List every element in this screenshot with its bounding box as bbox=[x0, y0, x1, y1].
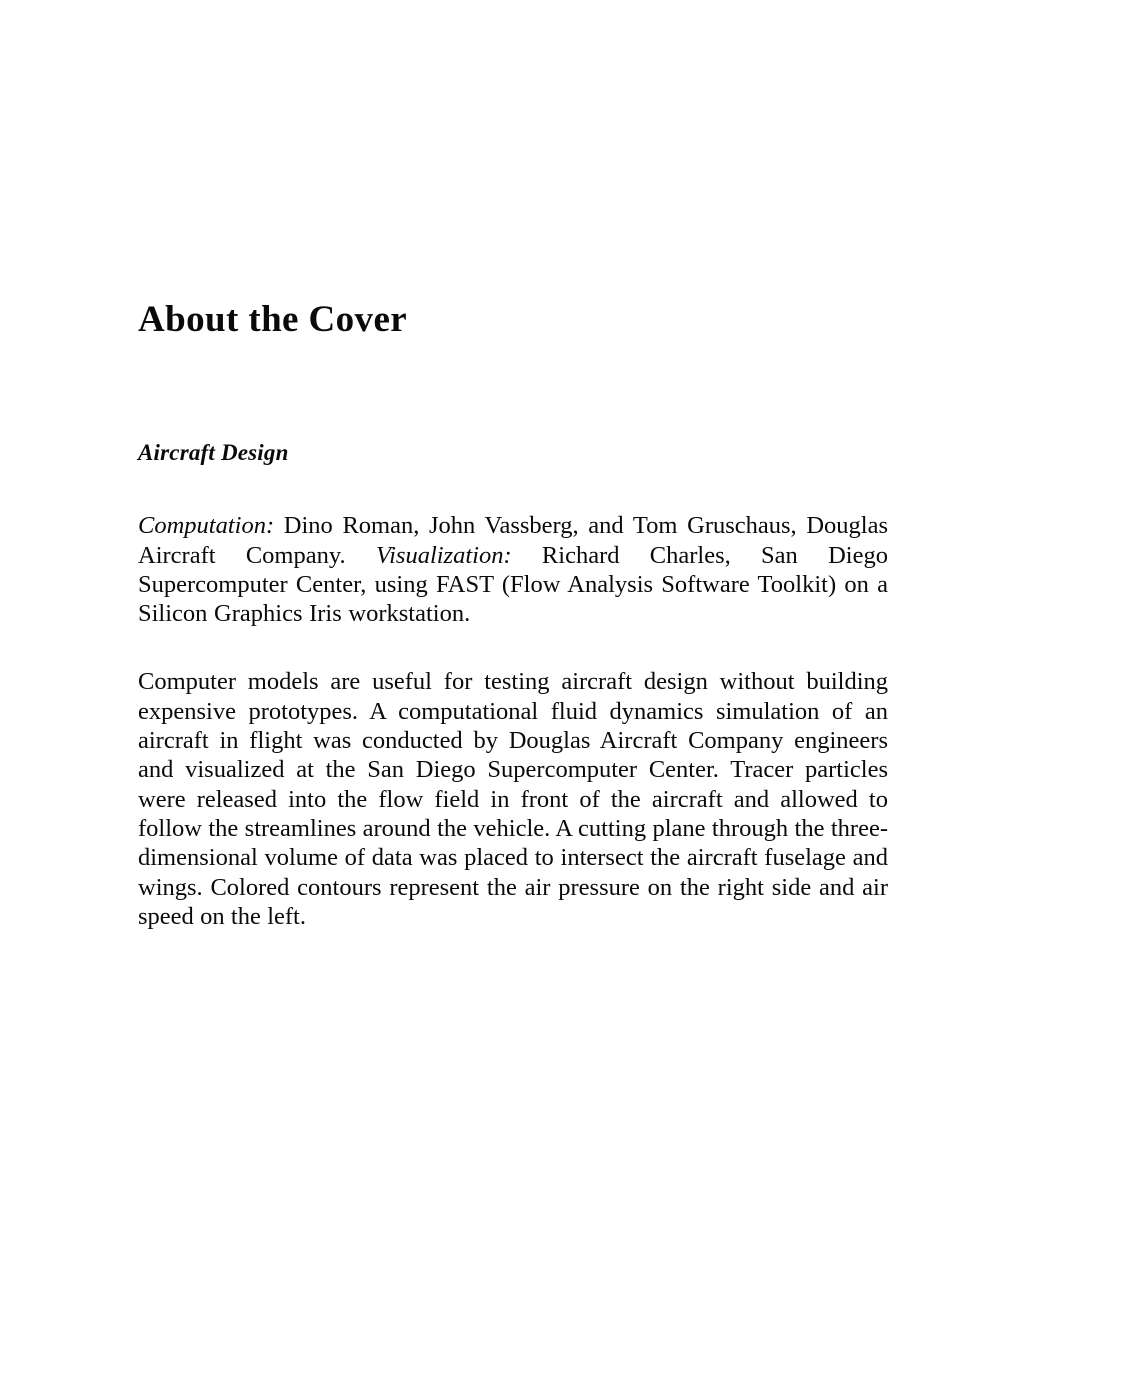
credits-paragraph bbox=[138, 511, 888, 628]
visualization-label: Visualization: bbox=[375, 541, 512, 569]
visualization-credit-text: Richard Charles, San Diego Supercomputer Center, using FAST (Flow Analysis Software Toolkit) on a Silicon Graphics Iris workstation. bbox=[138, 541, 888, 628]
computation-credit-text: Dino Roman, John Vassberg, and Tom Gruschaus, Douglas Aircraft Company. bbox=[138, 512, 888, 569]
page-title: About the Cover bbox=[138, 299, 408, 340]
page-content bbox=[138, 300, 888, 931]
computation-label: Computation: bbox=[138, 512, 275, 540]
cover-description-paragraph: Computer models are useful for testing aircraft design without building expensive prototypes. A computational fluid dynamics simulation of an aircraft in flight was conducted by Douglas Aircraft Company engineers and visualized at the San Diego Supercomputer Center. Tracer particles were released into the flow field in front of the aircraft and allowed to follow the streamlines around the vehicle. A cutting plane through the three-dimensional volume of data was placed to intersect the aircraft fuselage and wings. Colored contours represent the air pressure on the right side and air speed on the left. bbox=[138, 668, 888, 930]
section-subtitle: Aircraft Design bbox=[138, 439, 289, 465]
